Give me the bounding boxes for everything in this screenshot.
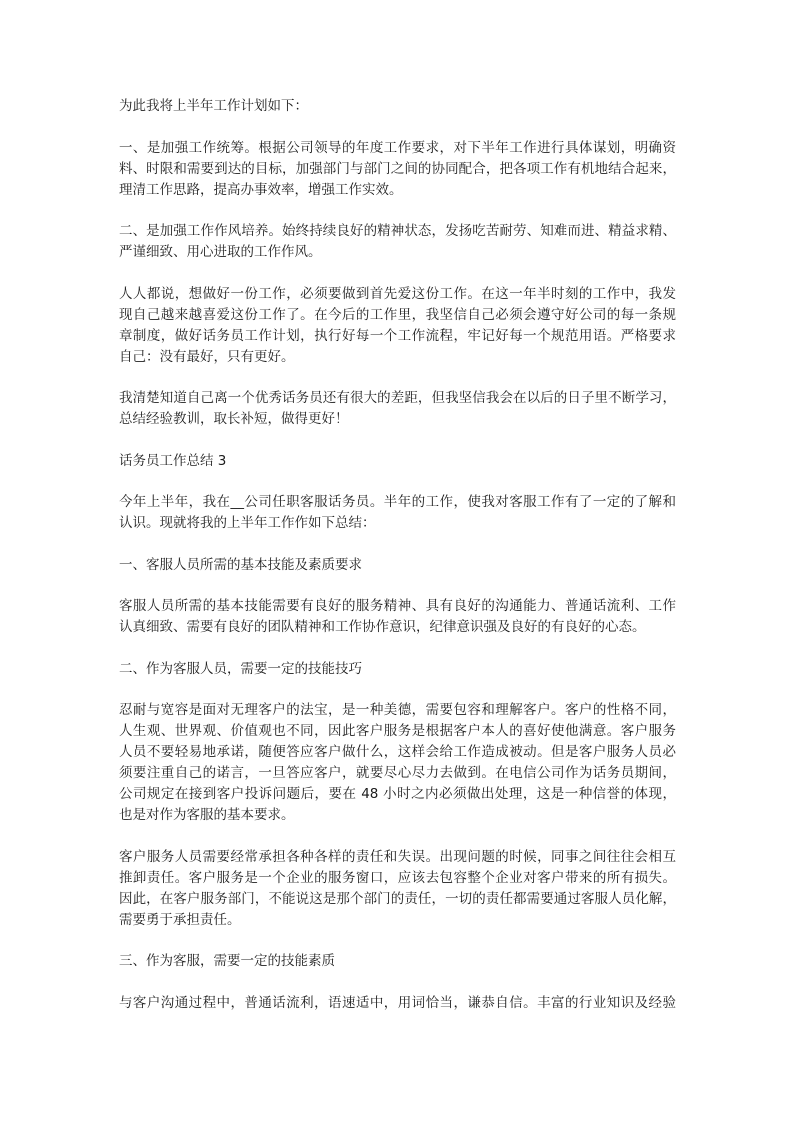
text-line: 一、是加强工作统筹。根据公司领导的年度工作要求，对下半年工作进行具体谋划，明确资 xyxy=(119,139,676,156)
text-line: 需要勇于承担责任。 xyxy=(119,911,241,928)
text-line: 料、时限和需要到达的目标，加强部门与部门之间的协同配合，把各项工作有机地结合起来， xyxy=(119,160,676,177)
section-heading xyxy=(119,555,676,576)
text-line: 章制度，做好话务员工作计划，执行好每一个工作流程，牢记好每一个规范用语。严格要求 xyxy=(119,327,676,344)
text-line: 现自己越来越喜爱这份工作了。在今后的工作里，我坚信自己必须会遵守好公司的每一条规 xyxy=(119,306,676,323)
text-line: 人员不要轻易地承诺，随便答应客户做什么，这样会给工作造成被动。但是客户服务人员必 xyxy=(119,744,676,760)
text-line: 我清楚知道自己离一个优秀话务员还有很大的差距，但我坚信我会在以后的日子里不断学习， xyxy=(119,390,676,406)
text-line: 话务员工作总结 3 xyxy=(119,452,227,469)
text-line: 人生观、世界观、价值观也不同，因此客户服务是根据客户本人的喜好使他满意。客户服务 xyxy=(119,723,676,739)
text-line: 三、作为客服，需要一定的技能素质 xyxy=(119,953,335,969)
text-line: 为此我将上半年工作计划如下： xyxy=(119,98,308,114)
text-line: 与客户沟通过程中，普通话流利，语速适中，用词恰当，谦恭自信。丰富的行业知识及经验 xyxy=(119,994,676,1011)
paragraph xyxy=(119,138,676,201)
text-line: 也是对作为客服的基本要求。 xyxy=(119,807,295,823)
text-line: 二、作为客服人员，需要一定的技能技巧 xyxy=(119,660,362,677)
paragraph xyxy=(119,847,676,931)
text-line: 一、客服人员所需的基本技能及素质要求 xyxy=(119,556,362,573)
paragraph xyxy=(119,993,676,1014)
text-line: 二、是加强工作作风培养。始终持续良好的精神状态，发扬吃苦耐劳、知难而进、精益求精、 xyxy=(119,223,676,239)
text-line: 认真细致、需要有良好的团队精神和工作协作意识，纪律意识强及良好的有良好的心态。 xyxy=(119,619,646,635)
paragraph xyxy=(119,492,676,534)
paragraph xyxy=(119,388,676,430)
text-line: 推卸责任。客户服务是一个企业的服务窗口，应该去包容整个企业对客户带来的所有损失。 xyxy=(119,869,676,886)
intro-line xyxy=(119,96,676,117)
section-title xyxy=(119,451,676,472)
text-line: 自己：没有最好，只有更好。 xyxy=(119,348,295,365)
paragraph xyxy=(119,221,676,263)
text-line: 严谨细致、用心进取的工作作风。 xyxy=(119,244,322,260)
text-line: 须要注重自己的诺言，一旦答应客户，就要尽心尽力去做到。在电信公司作为话务员期间， xyxy=(119,765,676,781)
section-heading xyxy=(119,659,676,680)
text-line: 总结经验教训，取长补短，做得更好！ xyxy=(119,411,349,427)
section-heading xyxy=(119,951,676,972)
text-line: 理清工作思路，提高办事效率，增强工作实效。 xyxy=(119,181,403,198)
paragraph xyxy=(119,596,676,638)
text-line: 今年上半年，我在__公司任职客服话务员。半年的工作，使我对客服工作有了一定的了解和 xyxy=(119,494,676,510)
text-line: 忍耐与宽容是面对无理客户的法宝，是一种美德，需要包容和理解客户。客户的性格不同， xyxy=(119,702,676,718)
text-line: 认识。现就将我的上半年工作作如下总结： xyxy=(119,515,376,531)
text-line: 客户服务人员需要经常承担各种各样的责任和失误。出现问题的时候，同事之间往往会相互 xyxy=(119,848,676,865)
document-body xyxy=(119,96,676,1034)
text-line: 因此，在客户服务部门，不能说这是那个部门的责任，一切的责任都需要通过客服人员化解， xyxy=(119,890,676,907)
paragraph xyxy=(119,700,676,826)
paragraph xyxy=(119,284,676,368)
text-line: 公司规定在接到客户投诉问题后，要在 48 小时之内必须做出处理，这是一种信誉的体现， xyxy=(119,786,676,802)
text-line: 人人都说，想做好一份工作，必须要做到首先爱这份工作。在这一年半时刻的工作中，我发 xyxy=(119,285,676,302)
text-line: 客服人员所需的基本技能需要有良好的服务精神、具有良好的沟通能力、普通话流利、工作 xyxy=(119,598,676,614)
